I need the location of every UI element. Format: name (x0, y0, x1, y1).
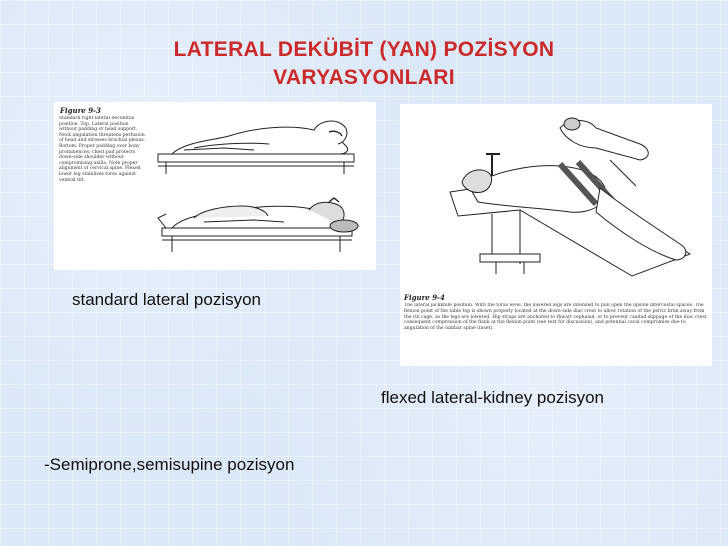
slide-title-line-1: LATERAL DEKÜBİT (YAN) POZİSYON (173, 38, 555, 61)
standard-lateral-illustration (54, 102, 376, 270)
flexed-lateral-caption: flexed lateral-kidney pozisyon (381, 388, 605, 407)
semiprone-caption: -Semiprone,semisupine pozisyon (44, 455, 295, 474)
flexed-patient-drawing (450, 118, 690, 276)
top-patient-drawing (158, 121, 354, 174)
slide-title (0, 36, 728, 92)
standard-lateral-caption: standard lateral pozisyon (72, 290, 262, 309)
flexed-lateral-figure (400, 104, 712, 366)
slide-title-line-2: VARYASYONLARI (273, 66, 455, 89)
standard-lateral-figure (54, 102, 376, 270)
figure-9-3-label: Figure 9-3 (60, 106, 101, 115)
bottom-patient-drawing (158, 198, 358, 252)
figure-9-4-text: The lateral jackknife position. With the torso level, the lowered legs are intended to pull open the upside intercostal spaces. The flexion point of the table top is shown properly located at the down-side iliac crest to allow rotation of the pelvic brim away from the rib cage, as the legs are lowered. Hip straps are anchored to thwart cephalad, or to prevent caudad slippage of the iliac crest, consequent compression of the flank at the flexion point (see text for discussion), and potential caval compromise due to angulation of the lumbar spine (inset). (404, 303, 708, 332)
figure-9-3-text: Standard right lateral decubitus position. Top. Lateral position without padding or head support. Neck angulation threatens perfusion of head and stresses brachial plexus. Bottom. Proper padding over bony prominences; chest pad protects down-side shoulder without compromising axilla. Note proper alignment of cervical spine. Flexed lower leg stabilizes torso against ventral tilt. (59, 116, 146, 183)
figure-9-4-label: Figure 9-4 (404, 293, 445, 302)
flexed-lateral-illustration (400, 104, 712, 366)
